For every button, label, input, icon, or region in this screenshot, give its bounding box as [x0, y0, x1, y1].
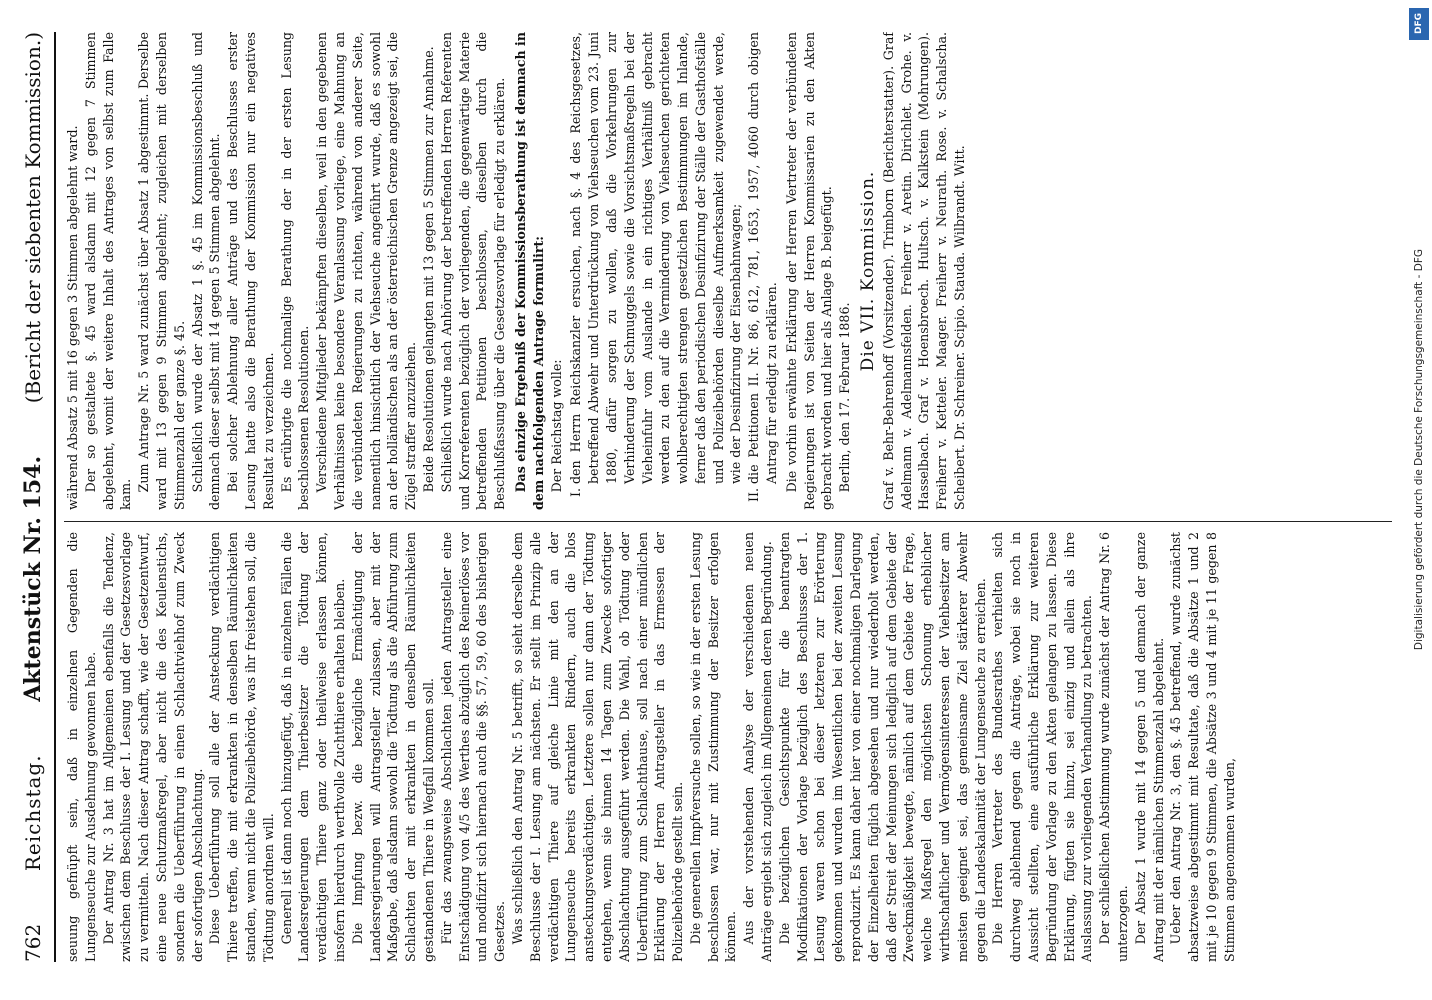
left-paragraph: Aus der vorstehenden Analyse der verschiedenen neuen Anträge ergiebt sich zugleich im Allgemeinen deren Begründung. — [741, 532, 775, 962]
left-paragraph: seuung gefnüpft sein, daß in einzelnen Gegenden die Lungenseuche zur Ausdehnung gewonnen habe. — [65, 532, 98, 962]
left-paragraph: Für das zwangsweise Abschlachten jeden Antragsteller eine Entschädigung von 4/5 des Werthes abzüglich des Reinerlöses vor und modifizirt sich hiernach auch die §§. 57, 59, 60 des bisherigen Gesetzes. — [438, 532, 508, 962]
header-right: (Bericht der siebenten Kommission.) — [21, 32, 45, 404]
left-paragraph: Generell ist dann noch hinzugefügt, daß in einzelnen Fällen die Landesregierungen dem Thierbesitzer die Tödtung der verdächtigen Thiere ganz oder theilweise erlassen können, insofern hierdurch werthvolle Zuchtthiere erhalten bleiben. — [278, 532, 347, 962]
left-paragraph: Der schließlichen Abstimmung wurde zunächst der Antrag Nr. 6 unterzogen. — [1097, 532, 1131, 962]
right-paragraph: Schließlich wurde der Absatz 1 §. 45 im Kommissionsbeschluß und demnach dieser selbst mit 14 gegen 5 Stimmen abgelehnt. — [189, 32, 223, 510]
right-paragraph: Verschiedene Mitglieder bekämpften dieselben, weil in den gegebenen Verhältnissen keine besondere Veranlassung vorliege, eine Mahnung an die verbündeten Regierungen zu richten, während von anderer Seite, namentlich hinsichtlich der Viehseuche angeführt wurde, daß es sowohl an der holländischen als an der österreichischen Grenze angezeigt sei, die Zügel straffer anzuziehen. — [314, 32, 419, 510]
left-paragraph: Die bezüglichen Gesichtspunkte für die beantragten Modifikationen der Vorlage bezüglich des Beschlusses der 1. Lesung waren schon bei dieser letzteren zur Erörterung gekommen und wurden im Wesentlichen bei der zweiten Lesung reproduzirt. Es kann daher hier von einer nochmaligen Darlegung der Einzelheiten füglich abgesehen und nur wiederholt werden, daß der Streit der Meinungen sich lediglich auf dem Gebiete der Zweckmäßigkeit bewegte, nämlich auf dem Gebiete der Frage, welche Maßregel den möglichsten Schonung erheblicher wirthschaftlicher und Vermögensinteressen der Viehbesitzer am meisten geeignet sei, das gemeinsame Ziel stärkerer Abwehr gegen die Landeskalamität der Lungenseuche zu erreichen. — [776, 532, 988, 962]
request-list — [567, 32, 781, 510]
column-divider — [64, 521, 1392, 522]
right-paragraph: Zum Antrage Nr. 5 ward zunächst über Absatz 1 abgestimmt. Derselbe ward mit 13 gegen 9 Stimmen abgelehnt; zugleichen mit derselben Stimmenzahl der ganze §. 45. — [136, 32, 187, 510]
left-column — [64, 532, 1402, 962]
right-paragraph: Bei solcher Ablehnung aller Anträge und des Beschlusses erster Lesung hatte also die Berathung der Kommission nur ein negatives Resultat zu verzeichnen. — [225, 32, 276, 510]
dfg-logo-text: DFG — [1414, 13, 1424, 35]
signoff: Berlin, den 17. Februar 1886. — [837, 302, 853, 493]
commission-members: Graf v. Behr-Behrenhoff (Vorsitzender). Trimborn (Berichterstatter). Graf Adelmann v. Adelmannsfelden. Freiherr v. Aretin. Dirichlet. Grohe. v. Hasselbach. Graf v. Hoensbroech. Hultsch. v. Kalkstein (Mohrungen). Freiherr v. Ketteler. Maager. Freiherr v. Neurath. Rose. v. Schalscha. Scheibert. Dr. Schreiner. Scipio. Stauda. Wilbrandt. Witt. — [880, 32, 968, 510]
right-paragraph: Beide Resolutionen gelangten mit 13 gegen 5 Stimmen zur Annahme. — [420, 46, 436, 493]
right-paragraph: Die vorhin erwähnte Erklärung der Herren Vertreter der verbündeten Regierungen ist von Seiten der Herren Kommissarien zu den Akten gebracht worden und hier als Anlage B. beigefügt. — [783, 32, 835, 510]
request-item: I. den Herrn Reichskanzler ersuchen, nach §. 4 des Reichsgesetzes, betreffend Abwehr und Unterdrückung von Viehseuchen vom 23. Juni 1880, dafür sorgen zu wollen, daß die Vorkehrungen zur Verhinderung der Schmuggels sowie die Vorsichtsmaßregeln bei der Vieheinfuhr vom Auslande in ein richtiges Verhältniß gebracht werden zu den auf die Verminderung von Viehseuchen gerichteten wohlberechtigten strengen gesetzlichen Bestimmungen im Inlande, ferner daß den periodischen Desinfizirung der Ställe der Gasthofställe und Polizeibehörden dieselbe Aufmerksamkeit zugewendet werde, wie der Desinfizirung der Eisenbahnwagen; — [567, 32, 745, 484]
right-paragraph: Schließlich wurde nach Anhörung der betreffenden Herren Referenten und Korreferenten bezüglich der vorliegenden, die gegenwärtige Materie betreffenden Petitionen beschlossen, dieselben durch die Beschlußfassung über die Gesetzesvorlage für erledigt zu erklären. — [438, 32, 508, 510]
left-paragraph: Der Absatz 1 wurde mit 14 gegen 5 und demnach der ganze Antrag mit der nämlichen Stimmenzahl abgelehnt. — [1132, 532, 1166, 962]
right-paragraph: Es erübrigte die nochmalige Berathung der in der ersten Lesung beschlossenen Resolutionen. — [278, 32, 312, 510]
header-document-number: Aktenstück Nr. 154. — [20, 455, 46, 702]
request-item: II. die Petitionen II. Nr. 86, 612, 781, 1653, 1957, 4060 durch obigen Antrag für erledigt zu erklären. — [745, 32, 781, 484]
header-left: Reichstag. — [21, 754, 45, 872]
page-number: 762 — [21, 923, 45, 962]
left-paragraph: Die Herren Vertreter des Bundesrathes verhielten sich durchweg ablehnend gegen die Anträge, wobei sie noch in Aussicht stellten, eine ausführliche Erklärung zur weiteren Begründung der Vorlage zu den Akten gelangen zu lassen. Diese Erklärung, fügten sie hinzu, sei einzig und allein als ihre Auslassung zur vorliegenden Verhandlung zu betrachten. — [990, 532, 1095, 962]
page-header — [20, 32, 56, 962]
left-paragraph: Die Impfung bezw. die bezügliche Ermächtigung der Landesregierungen will Antragsteller zulassen, aber mit der Maßgabe, daß alsdann sowohl die Tödtung als die Abführung zum Schlachten der mit erkrankten in denselben Räumlichkeiten gestandenen Thiere in Wegfall kommen soll. — [349, 532, 436, 962]
summary-heading: Das einzige Ergebniß der Kommissionsberathung ist demnach in dem nachfolgenden Antrage formulirt: — [512, 32, 546, 510]
left-paragraph: Was schließlich den Antrag Nr. 5 betrifft, so sieht derselbe dem Beschlusse der I. Lesung am nächsten. Er stellt im Prinzip alle verdächtigen Thiere auf gleiche Linie mit den an der Lungenseuche bereits erkrankten Rindern, auch die blos ansteckungsverdächtigen. Letztere sollen nur dann der Tödtung entgehen, wenn sie binnen 14 Tagen zum Zwecke sofortiger Abschlachtung ausgeführt werden. Die Wahl, ob Tödtung oder Ueberführung zum Schlachthause, soll nach einer mündlichen Erklärung der Herren Antragsteller in das Ermessen der Polizeibehörde gestellt sein. — [509, 532, 686, 962]
right-paragraph: während Absatz 5 mit 16 gegen 3 Stimmen abgelehnt ward. — [65, 125, 80, 510]
digitization-credit-text: Digitalisierung gefördert durch die Deutsche Forschungsgemeinschaft - DFG — [1413, 249, 1425, 651]
left-paragraph: Diese Ueberführung soll alle der Ansteckung verdächtigen Thiere treffen, die mit erkrankten in denselben Räumlichkeiten standen, wenn nicht die Polizeibehörde, was ihr freistehen soll, die Tödtung anordnen will. — [207, 532, 276, 962]
summary-lead: Der Reichstag wolle: — [548, 359, 564, 493]
right-paragraph: Der so gestaltete §. 45 ward alsdann mit 12 gegen 7 Stimmen abgelehnt, womit der weitere Inhalt des Antrages von selbst zum Falle kam. — [82, 32, 134, 510]
commission-title: Die VII. Kommission. — [858, 170, 879, 372]
left-paragraph: Die generellen Impfversuche sollen, so wie in der ersten Lesung beschlossen war, nur mit Zustimmung der Besitzer erfolgen können. — [687, 532, 739, 962]
right-column — [64, 32, 1402, 510]
left-paragraph: Ueber den Antrag Nr. 3, den §. 45 betreffend, wurde zunächst absatzweise abgestimmt mit Resultate, daß die Absätze 1 und 2 mit je 10 gegen 9 Stimmen, die Absätze 3 und 4 mit je 11 gegen 8 Stimmen angenommen wurden, — [1168, 532, 1237, 962]
left-paragraph: Der Antrag Nr. 3 hat im Allgemeinen ebenfalls die Tendenz, zwischen dem Beschlusse der I. Lesung und der Gesetzesvorlage zu vermitteln. Nach dieser Antrag schafft, wie der Gesetzentwurf, eine neue Schutzmaßregel, aber nicht die des Keulenstichs, sondern die Ueberführung in einen Schlachtviehhof zum Zweck der sofortigen Abschlachtung. — [100, 532, 205, 962]
digitization-credit — [1408, 10, 1430, 890]
